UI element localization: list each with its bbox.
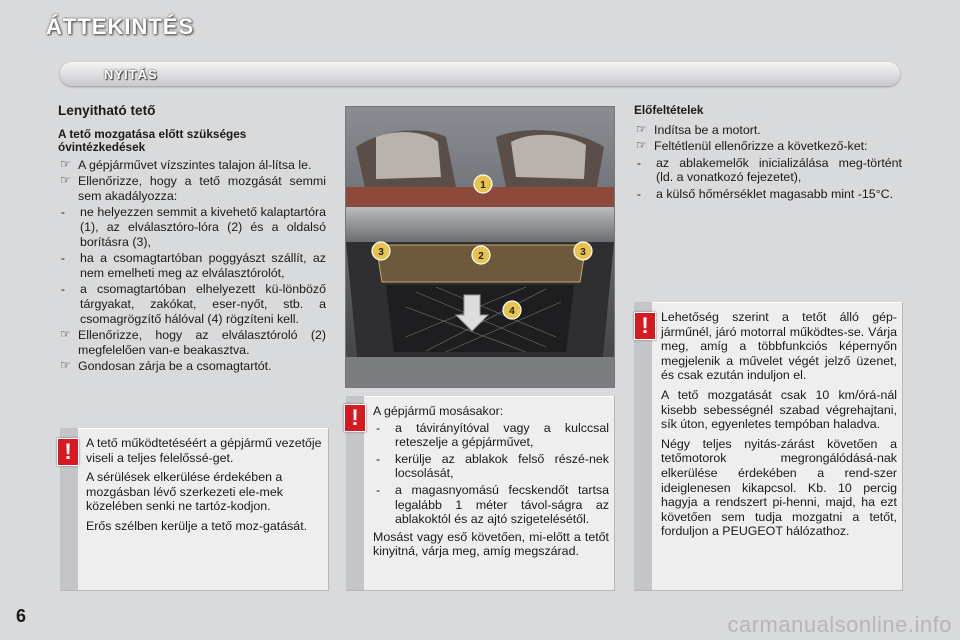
page-number: 6 <box>16 606 27 626</box>
sub-list-item: - ha a csomagtartóban poggyászt szállít, az nem emelheti meg az elválasztórolót, <box>61 251 326 280</box>
bullet-hand-icon: ☞ <box>636 121 647 136</box>
warning-icon: ! <box>634 312 656 340</box>
list-item: ☞ A gépjárművet vízszintes talajon ál-lítsa le. <box>60 156 312 172</box>
list-item: - a magasnyomású fecskendőt tartsa legalább 1 méter távol-ságra az ablakoktól és az ajtó szigetelésétől. <box>376 482 609 527</box>
svg-text:1: 1 <box>480 180 486 191</box>
list-item: ☞ Ellenőrizze, hogy a tető mozgását semmi sem akadályozza: - ne helyezzen semmit a kivehető kalaptartóra (1), az elválasztóro-lóra (2) és a oldalsó borításra (3), - ha a csomagtartóban poggyászt szállít, az nem emelheti meg az elválasztórolót, - a csomagtartóban elhelyezett kü-lönböző tárgyakat, zakókat, eser-nyőt, stb. a csomagrögzítő hálóval (4) rögzíteni kell. <box>60 173 326 326</box>
wash-intro: A gépjármű mosásakor: <box>373 404 504 418</box>
left-column <box>58 104 326 376</box>
left-heading: Lenyitható tető <box>58 103 156 118</box>
page-title: ÁTTEKINTÉS <box>46 14 195 39</box>
list-item: ☞ Ellenőrizze, hogy az elválasztóroló (2) megfelelően van-e beakasztva. <box>60 327 326 357</box>
warning-icon: ! <box>57 438 79 466</box>
svg-text:2: 2 <box>478 251 484 262</box>
sub-list-item: - ne helyezzen semmit a kivehető kalaptartóra (1), az elválasztóro-lóra (2) és a oldalsó borításra (3), <box>61 205 326 249</box>
list-item: ☞ Feltétlenül ellenőrizze a következő-ket: - az ablakemelők inicializálása meg-történt (ld. a vonatkozó fejezetet), - a külső hőmérséklet magasabb mint -15°C. <box>636 138 902 201</box>
left-subheading: A tető mozgatása előtt szükséges óvintézkedések <box>58 126 247 155</box>
warning-icon: ! <box>344 404 366 432</box>
section-title: NYITÁS <box>104 67 158 82</box>
list-item: - kerülje az ablakok felső részé-nek locsolását, <box>376 451 609 481</box>
bullet-hand-icon: ☞ <box>60 358 71 373</box>
sub-list-item: - a csomagtartóban elhelyezett kü-lönböző tárgyakat, zakókat, eser-nyőt, stb. a csomagrögzítő hálóval (4) rögzíteni kell. <box>61 282 326 326</box>
right-heading: Előfeltételek <box>634 103 704 117</box>
list-item: ☞ Gondosan zárja be a csomagtartót. <box>60 358 272 374</box>
bullet-hand-icon: ☞ <box>60 173 71 188</box>
watermark: carmanualsonline.info <box>727 612 952 637</box>
right-column <box>634 104 902 203</box>
sub-list-item: - a külső hőmérséklet magasabb mint -15°C. <box>637 186 894 201</box>
sub-list-item: - az ablakemelők inicializálása meg-történt (ld. a vonatkozó fejezetet), <box>637 155 902 185</box>
bullet-hand-icon: ☞ <box>60 156 71 171</box>
warning-box-left: A tető működtetéséért a gépjármű vezetője viseli a teljes felelőssé-get. A sérülések elkerülése érdekében a mozgásban lévő szerkezeti ele-mek közelében senki ne tartóz-kodjon. Erős szélben kerülje a tető moz-gatását. <box>60 428 329 591</box>
svg-text:4: 4 <box>509 306 515 317</box>
wash-outro: Mosást vagy eső követően, mi-előtt a tetőt kinyitná, várja meg, amíg megszárad. <box>373 529 609 559</box>
svg-text:3: 3 <box>378 247 384 258</box>
svg-text:3: 3 <box>580 247 586 258</box>
list-item: - a távirányítóval vagy a kulccsal reteszelje a gépjárművet, <box>376 420 609 450</box>
warning-box-right: Lehetőség szerint a tetőt álló gép-járműnél, járó motorral működtes-se. Várja meg, amíg a többfunkciós képernyőn megjelenik a művelet végét jelző üzenet, és csak ezután induljon el. A tető mozgatását csak 10 km/órá-nál kisebb sebességnél szabad végrehajtani, sík úton, egyenletes tempóban haladva. Négy teljes nyitás-zárást követően a tetőmotorok megrongálódásá-nak elkerülése érdekében a rend-szer ideiglenesen kikapcsol. Kb. 10 percig hagyja a rendszert pi-henni, majd, ha ezt követően sem tudja mozgatni a tetőt, forduljon a PEUGEOT hálózathoz. <box>634 302 903 591</box>
bullet-hand-icon: ☞ <box>60 327 71 342</box>
list-item: ☞ Indítsa be a motort. <box>636 121 761 137</box>
bullet-hand-icon: ☞ <box>636 138 647 153</box>
trunk-photo <box>345 106 615 388</box>
section-header-bar <box>60 62 900 86</box>
warning-box-wash <box>346 396 615 591</box>
trunk-illustration <box>346 107 614 387</box>
